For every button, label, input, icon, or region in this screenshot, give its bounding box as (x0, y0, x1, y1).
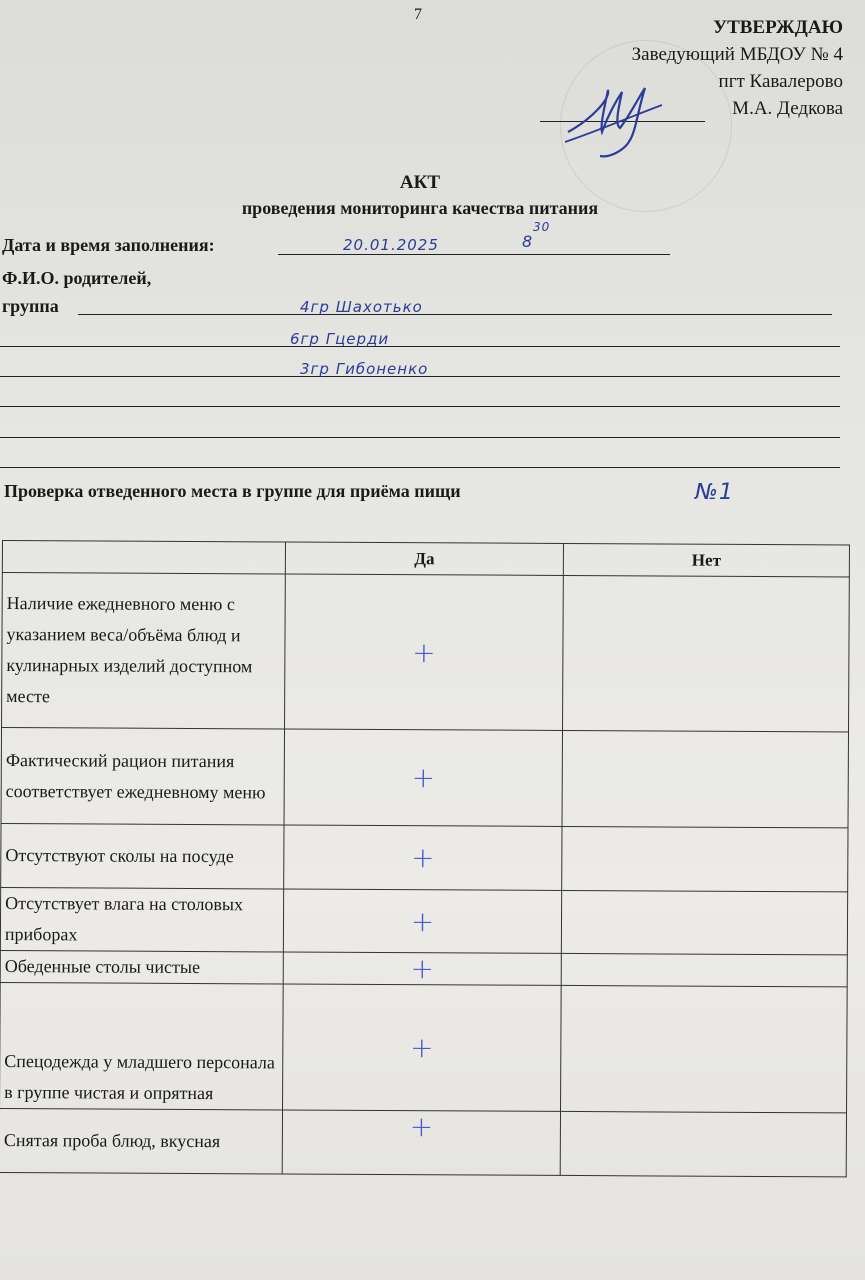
approval-position: Заведующий МБДОУ № 4 (631, 44, 843, 65)
fill-line-4 (0, 406, 840, 407)
page-number: 7 (414, 6, 422, 23)
row-no-mark (561, 890, 847, 954)
row-item: Спецодежда у младшего персонала в группе чистая и опрятная (0, 982, 283, 1109)
row-item: Обеденные столы чистые (0, 950, 283, 983)
row-item: Снятая проба блюд, вкусная (0, 1108, 282, 1173)
approval-place: пгт Кавалерово (718, 71, 843, 92)
time-hour: 8 (522, 232, 534, 251)
row-yes-mark: + (282, 984, 561, 1111)
row-no-mark (562, 730, 849, 827)
row-item: Отсутствуют сколы на посуде (1, 823, 284, 888)
parents-label: Ф.И.О. родителей, (2, 268, 152, 288)
row-no-mark (561, 953, 847, 986)
group-entry-1: 4гр Шахотько (300, 298, 423, 316)
table-row (2, 573, 850, 732)
check-table (0, 540, 850, 1177)
table-row (1, 823, 848, 891)
header-item (2, 541, 285, 574)
group-entry-3: 3гр Гибоненко (300, 360, 429, 378)
row-no-mark (562, 826, 848, 891)
datetime-line (278, 254, 670, 255)
document-subtitle: проведения мониторинга качества питания (241, 198, 599, 218)
table-row (0, 887, 847, 954)
group-label: группа (2, 296, 59, 316)
header-no: Нет (563, 543, 849, 576)
row-no-mark (561, 985, 848, 1112)
row-item: Фактический рацион питания соответствует ежедневному меню (1, 728, 284, 825)
table-row (1, 728, 848, 828)
section-mark: №1 (695, 480, 734, 505)
row-yes-mark: + (282, 1110, 560, 1175)
row-yes-mark: + (283, 952, 561, 985)
signature-icon (560, 70, 670, 165)
fill-line-6 (0, 467, 840, 468)
fill-line-1 (78, 314, 832, 315)
datetime-label: Дата и время заполнения: (2, 235, 215, 255)
row-yes-mark: + (283, 889, 561, 953)
document-title: АКТ (399, 172, 441, 193)
fill-line-5 (0, 437, 840, 438)
row-no-mark (560, 1111, 846, 1176)
row-item: Наличие ежедневного меню с указанием веса/объёма блюд и кулинарных изделий доступном месте (2, 573, 286, 729)
table-row (0, 1108, 847, 1176)
table-row (0, 982, 847, 1112)
row-yes-mark: + (284, 574, 563, 730)
time-minutes: 30 (533, 220, 551, 234)
approval-heading: УТВЕРЖДАЮ (713, 17, 843, 38)
row-yes-mark: + (284, 729, 563, 826)
row-item: Отсутствует влага на столовых приборах (0, 887, 283, 951)
section-title: Проверка отведенного места в группе для приёма пищи (4, 481, 461, 501)
datetime-value: 20.01.2025 (343, 236, 439, 254)
row-no-mark (562, 575, 849, 731)
approval-name: М.А. Дедкова (732, 98, 843, 119)
table-header-row (2, 541, 849, 577)
row-yes-mark: + (284, 825, 562, 890)
header-yes: Да (285, 542, 563, 575)
fill-line-2 (0, 346, 840, 347)
table-row (0, 950, 847, 986)
group-entry-2: 6гр Гцерди (290, 330, 390, 348)
